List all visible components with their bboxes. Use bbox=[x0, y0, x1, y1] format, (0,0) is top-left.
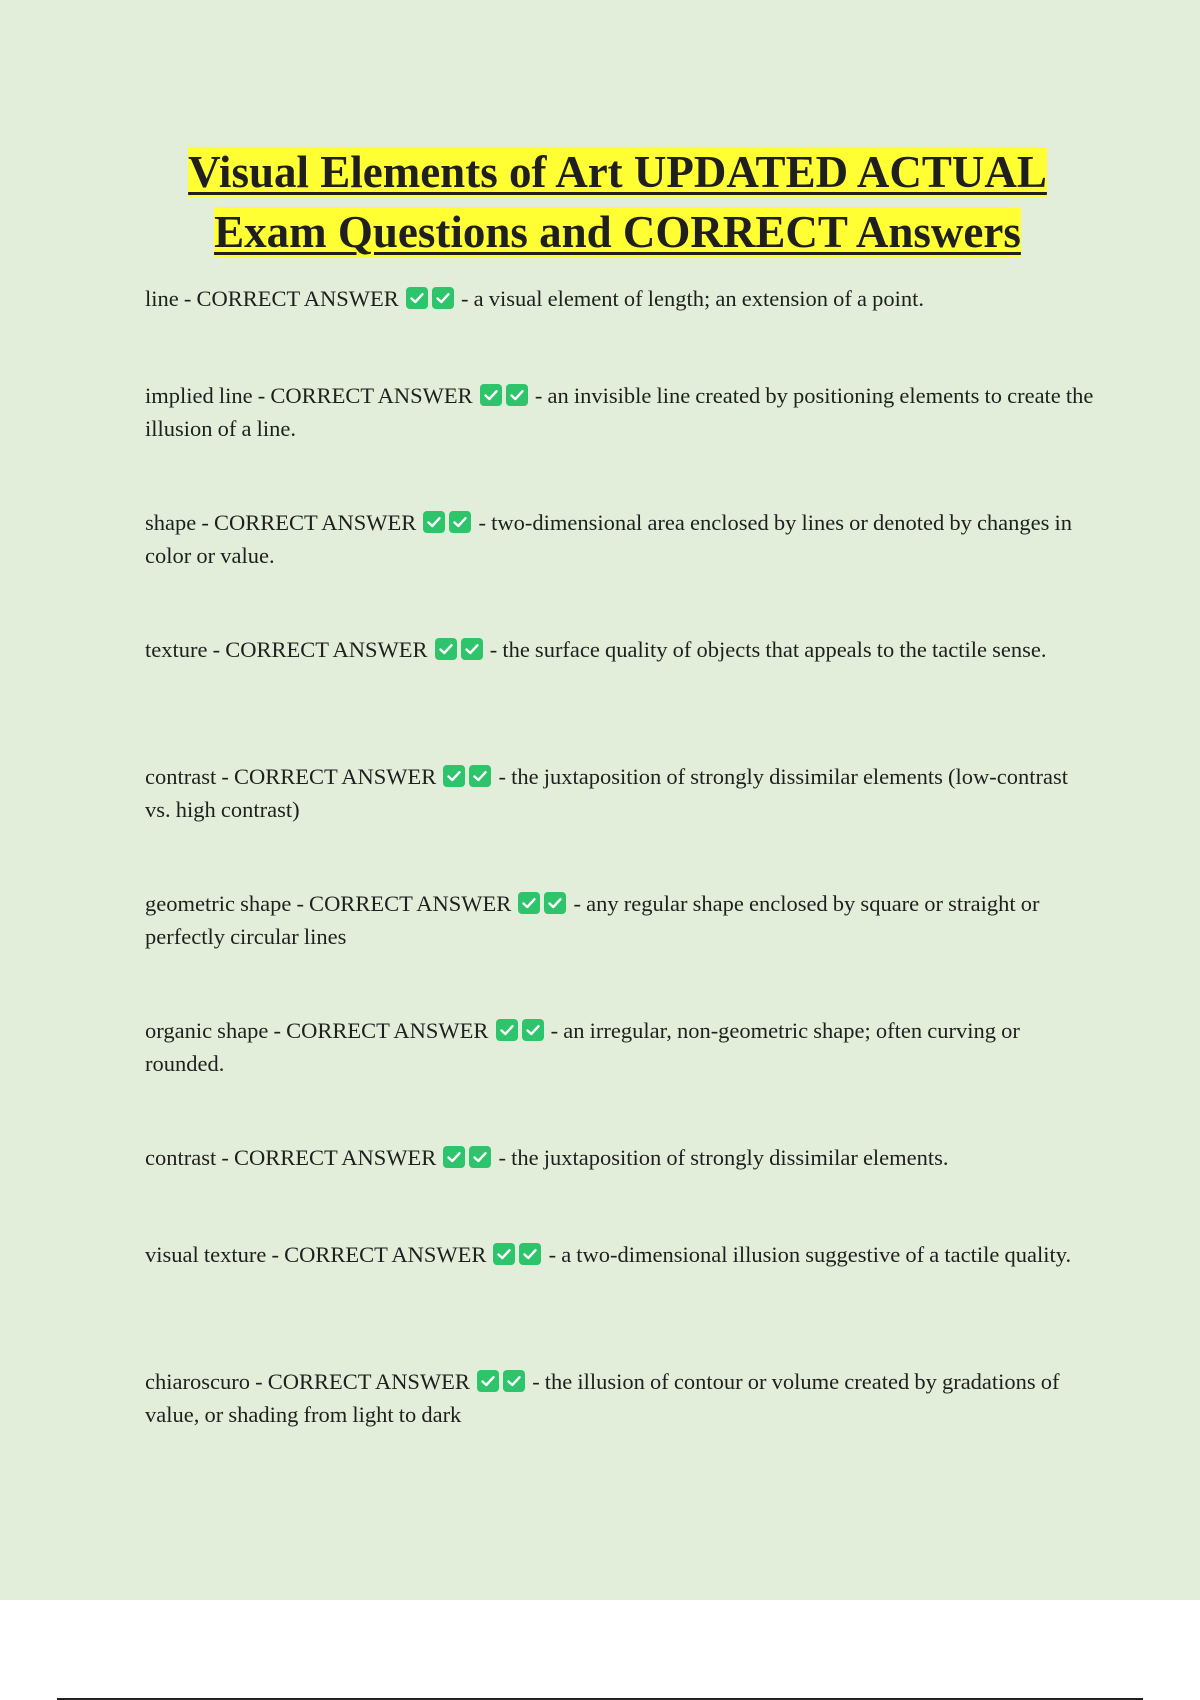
entry-definition: - a visual element of length; an extension of a point. bbox=[455, 286, 924, 311]
document-title bbox=[120, 142, 1115, 262]
check-icon bbox=[544, 892, 566, 914]
entry-term: geometric shape bbox=[145, 891, 292, 916]
entry-definition: - the juxtaposition of strongly dissimilar elements (low-contrast vs. high contrast) bbox=[145, 764, 1068, 822]
entry-separator: - CORRECT ANSWER bbox=[268, 1018, 494, 1043]
entry-term: chiaroscuro bbox=[145, 1369, 250, 1394]
qa-entry bbox=[145, 282, 1095, 315]
check-icon bbox=[503, 1370, 525, 1392]
check-icon bbox=[432, 287, 454, 309]
entry-separator: - CORRECT ANSWER bbox=[178, 286, 404, 311]
entry-definition: - an irregular, non-geometric shape; often curving or rounded. bbox=[145, 1018, 1020, 1076]
entry-separator: - CORRECT ANSWER bbox=[252, 383, 478, 408]
entry-term: shape bbox=[145, 510, 197, 535]
entry-separator: - CORRECT ANSWER bbox=[216, 764, 442, 789]
check-icon bbox=[480, 384, 502, 406]
entry-definition: - the illusion of contour or volume created by gradations of value, or shading from light to dark bbox=[145, 1369, 1060, 1427]
entry-term: implied line bbox=[145, 383, 253, 408]
qa-entry bbox=[145, 1365, 1095, 1431]
check-icon bbox=[477, 1370, 499, 1392]
entry-definition: - two-dimensional area enclosed by lines or denoted by changes in color or value. bbox=[145, 510, 1073, 568]
check-icon bbox=[435, 638, 457, 660]
entry-definition: - the juxtaposition of strongly dissimilar elements. bbox=[493, 1145, 949, 1170]
check-icon bbox=[461, 638, 483, 660]
qa-entry bbox=[145, 506, 1095, 572]
entry-separator: - CORRECT ANSWER bbox=[207, 637, 433, 662]
qa-entry bbox=[145, 887, 1095, 953]
check-icon bbox=[443, 1146, 465, 1168]
entry-separator: - CORRECT ANSWER bbox=[196, 510, 422, 535]
title-line-1: Visual Elements of Art UPDATED ACTUAL bbox=[188, 147, 1047, 197]
entry-term: contrast bbox=[145, 1145, 217, 1170]
entry-definition: - an invisible line created by positioning elements to create the illusion of a line. bbox=[145, 383, 1094, 441]
entry-term: texture bbox=[145, 637, 208, 662]
entry-separator: - CORRECT ANSWER bbox=[291, 891, 517, 916]
entry-term: contrast bbox=[145, 764, 217, 789]
entry-term: organic shape bbox=[145, 1018, 269, 1043]
entry-definition: - a two-dimensional illusion suggestive of a tactile quality. bbox=[543, 1242, 1072, 1267]
entry-term: visual texture bbox=[145, 1242, 267, 1267]
check-icon bbox=[519, 1243, 541, 1265]
check-icon bbox=[496, 1019, 518, 1041]
check-icon bbox=[522, 1019, 544, 1041]
entry-definition: - the surface quality of objects that appeals to the tactile sense. bbox=[484, 637, 1047, 662]
qa-entry bbox=[145, 379, 1095, 445]
qa-entry bbox=[145, 1141, 1095, 1174]
qa-entry bbox=[145, 1014, 1095, 1080]
check-icon bbox=[469, 1146, 491, 1168]
qa-entry bbox=[145, 760, 1095, 826]
entry-separator: - CORRECT ANSWER bbox=[216, 1145, 442, 1170]
qa-entry bbox=[145, 1238, 1095, 1271]
check-icon bbox=[493, 1243, 515, 1265]
check-icon bbox=[423, 511, 445, 533]
check-icon bbox=[469, 765, 491, 787]
title-line-2: Exam Questions and CORRECT Answers bbox=[214, 207, 1021, 257]
entry-term: line bbox=[145, 286, 179, 311]
qa-entry bbox=[145, 633, 1095, 666]
check-icon bbox=[443, 765, 465, 787]
check-icon bbox=[449, 511, 471, 533]
entry-separator: - CORRECT ANSWER bbox=[266, 1242, 492, 1267]
check-icon bbox=[406, 287, 428, 309]
entry-definition: - any regular shape enclosed by square or straight or perfectly circular lines bbox=[145, 891, 1040, 949]
entry-separator: - CORRECT ANSWER bbox=[249, 1369, 476, 1394]
check-icon bbox=[518, 892, 540, 914]
check-icon bbox=[506, 384, 528, 406]
